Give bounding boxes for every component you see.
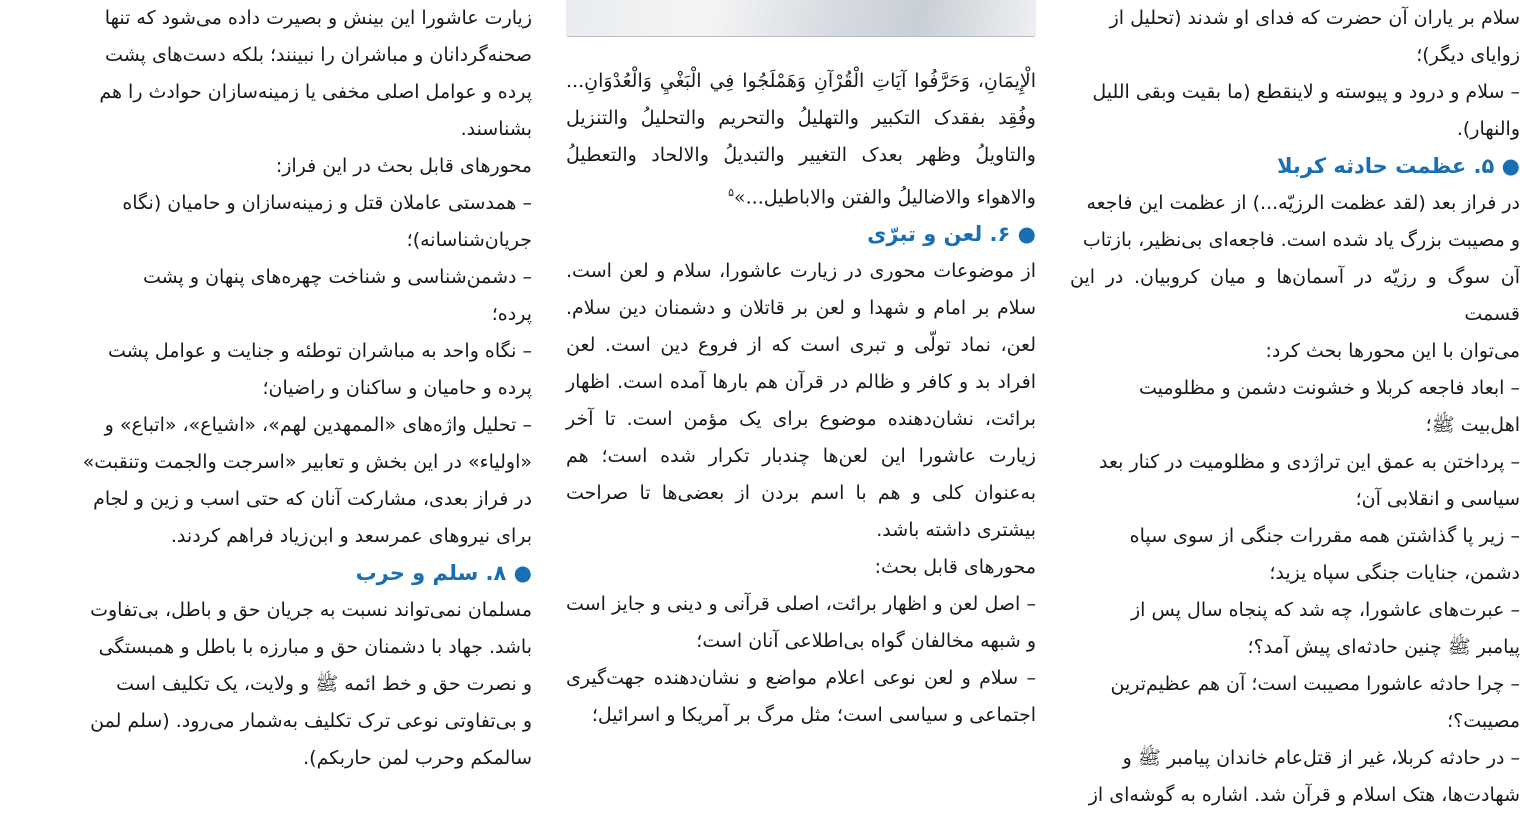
bullet-icon: ● <box>1494 154 1520 178</box>
paragraph: – پرداختن به عمق این تراژدی و مظلومیت در کنار بعد <box>1099 451 1520 473</box>
paragraph: – چرا حادثه عاشورا مصیبت است؛ آن هم عظیم‌ترین <box>1110 673 1520 695</box>
paragraph: در فراز بعدی، مشارکت آنان که حتی اسب و زین و لجام <box>93 488 532 510</box>
right-column <box>1070 0 1520 806</box>
paragraph: و بی‌تفاوتی نوعی ترک تکلیف به‌شمار می‌رود. (سلم لمن <box>90 710 532 732</box>
paragraph: سلام بر یاران آن حضرت که فدای او شدند (تحلیل از <box>1109 7 1520 29</box>
paragraph: – در حادثه کربلا، غیر از قتل‌عام خاندان پیامبر ﷺ و <box>1122 747 1520 769</box>
paragraph: – سلام و لعن نوعی اعلام مواضع و نشان‌دهنده جهت‌گیری اجتماعی و سیاسی است؛ مثل مرگ بر آمریکا و اسرائیل؛ <box>566 667 1036 727</box>
paragraph: مسلمان نمی‌تواند نسبت به جریان حق و باطل، بی‌تفاوت <box>90 599 532 621</box>
paragraph: مصیبت؟؛ <box>1447 710 1520 732</box>
paragraph: صحنه‌گردانان و مباشران را نبینند؛ بلکه دست‌های پشت <box>105 44 532 66</box>
paragraph: – سلام و درود و پیوسته و لاینقطع (ما بقیت وبقی اللیل <box>1092 81 1520 103</box>
paragraph: سیاسی و انقلابی آن؛ <box>1355 488 1520 510</box>
section-heading-text: ۶. لعن و تبرّی <box>867 222 1011 247</box>
paragraph: – زیر پا گذاشتن همه مقررات جنگی از سوی سپاه <box>1129 525 1520 547</box>
section-heading <box>60 555 532 592</box>
paragraph: سالمکم وحرب لمن حاربکم). <box>303 747 532 769</box>
section-heading <box>1070 148 1520 185</box>
paragraph: از موضوعات محوری در زیارت عاشورا، سلام و لعن است. سلام بر امام و شهدا و لعن بر قاتلان و دشمنان دین سلام. لعن، نماد تولّی و تبری است که از فروع دین است. لعن افراد بد و کافر و ظالم در قرآن هم بارها آمده است. اظهار برائت، نشان‌دهنده موضوع برای یک مؤمن است. تا آخر زیارت عاشورا این لعن‌ها چندبار تکرار شده است؛ هم به‌عنوان کلی و هم با اسم بردن از بعضی‌ها تا صراحت بیشتری داشته باشد. <box>566 260 1036 542</box>
paragraph: «اولیاء» در این بخش و تعابیر «اسرجت والجمت وتنقبت» <box>82 451 532 473</box>
paragraph: – ابعاد فاجعه کربلا و خشونت دشمن و مظلومیت <box>1139 377 1520 399</box>
middle-column <box>566 0 1036 745</box>
section-heading-text: ۸. سلم و حرب <box>355 561 507 585</box>
paragraph: اهل‌بیت ﷺ؛ <box>1425 414 1520 436</box>
paragraph: – تحلیل واژه‌های «الممهدین لهم»، «اشیاع»، «اتباع» و <box>104 414 532 436</box>
arabic-quote <box>566 63 1036 216</box>
section-heading <box>566 216 1036 253</box>
paragraph: باشد. جهاد با دشمنان حق و مبارزه با باطل و همبستگی <box>98 636 532 658</box>
paragraph: برای نیروهای عمرسعد و ابن‌زیاد فراهم کردند. <box>170 525 532 547</box>
paragraph: والنهار). <box>1456 118 1520 140</box>
left-column <box>60 0 532 769</box>
footnote-marker: ۵ <box>728 186 734 199</box>
paragraph: پرده و عوامل اصلی مخفی یا زمینه‌سازان حوادث را هم <box>99 81 532 103</box>
paragraph: و نصرت حق و خط ائمه ﷺ و ولایت، یک تکلیف است <box>116 673 532 695</box>
paragraph: محورهای قابل بحث در این فراز: <box>275 155 532 177</box>
paragraph: می‌توان با این محورها بحث کرد: <box>1265 340 1520 362</box>
arabic-quote-text: الْإِيمَانِ، وَحَرَّفُوا آيَاتِ الْقُرْآنِ وَهَمْلَجُوا فِي الْبَغْيِ وَالْعُدْوَانِ... وفُقِد بفقدک التکبیر والتهلیلُ والتحریم والتحلیلُ والتنزیل والتاویلُ وظهر بعدک التغییر والتبدیلُ والالحاد والتعطیلُ والاهواء والاضالیلُ والفتن والاباطیل...» <box>566 70 1036 209</box>
paragraph: زوایای دیگر)؛ <box>1416 44 1520 66</box>
paragraph: بشناسند. <box>460 118 532 140</box>
paragraph: – همدستی عاملان قتل و زمینه‌سازان و حامیان (نگاه <box>122 192 532 214</box>
paragraph: شهادت‌ها، هتک اسلام و قرآن شد. اشاره به گوشه‌ای از <box>1088 784 1520 806</box>
paragraph: محورهای قابل بحث: <box>874 556 1036 579</box>
bullet-icon: ● <box>1010 222 1036 247</box>
paragraph: در فراز بعد (لقد عظمت الرزیّه...) از عظمت این فاجعه <box>1086 192 1520 214</box>
paragraph: دشمن، جنایات جنگی سپاه یزید؛ <box>1269 562 1520 584</box>
paragraph: – عبرت‌های عاشورا، چه شد که پنجاه سال پس از <box>1131 599 1520 621</box>
paragraph: پیامبر ﷺ چنین حادثه‌ای پیش آمد؟؛ <box>1247 636 1520 658</box>
paragraph: – دشمن‌شناسی و شناخت چهره‌های پنهان و پشت <box>142 266 532 288</box>
section-heading-text: ۵. عظمت حادثه کربلا <box>1276 154 1495 178</box>
paragraph: زیارت عاشورا این بینش و بصیرت داده می‌شود که تنها <box>104 7 532 29</box>
paragraph: پرده و حامیان و ساکنان و راضیان؛ <box>262 377 532 399</box>
article-photo <box>566 0 1036 37</box>
paragraph: – نگاه واحد به مباشران توطئه و جنایت و عوامل پشت <box>107 340 532 362</box>
paragraph: و مصیبت بزرگ یاد شده است. فاجعه‌ای بی‌نظیر، بازتاب <box>1082 229 1520 251</box>
paragraph: – اصل لعن و اظهار برائت، اصلی قرآنی و دینی و جایز است و شبهه مخالفان گواه بی‌اطلاعی آنان است؛ <box>566 593 1036 653</box>
bullet-icon: ● <box>506 561 532 585</box>
paragraph: آن سوگ و رزیّه در آسمان‌ها و میان کروبیان. در این قسمت <box>1070 266 1520 325</box>
paragraph: پرده؛ <box>491 303 532 325</box>
paragraph: جریان‌شناسانه)؛ <box>406 229 532 251</box>
